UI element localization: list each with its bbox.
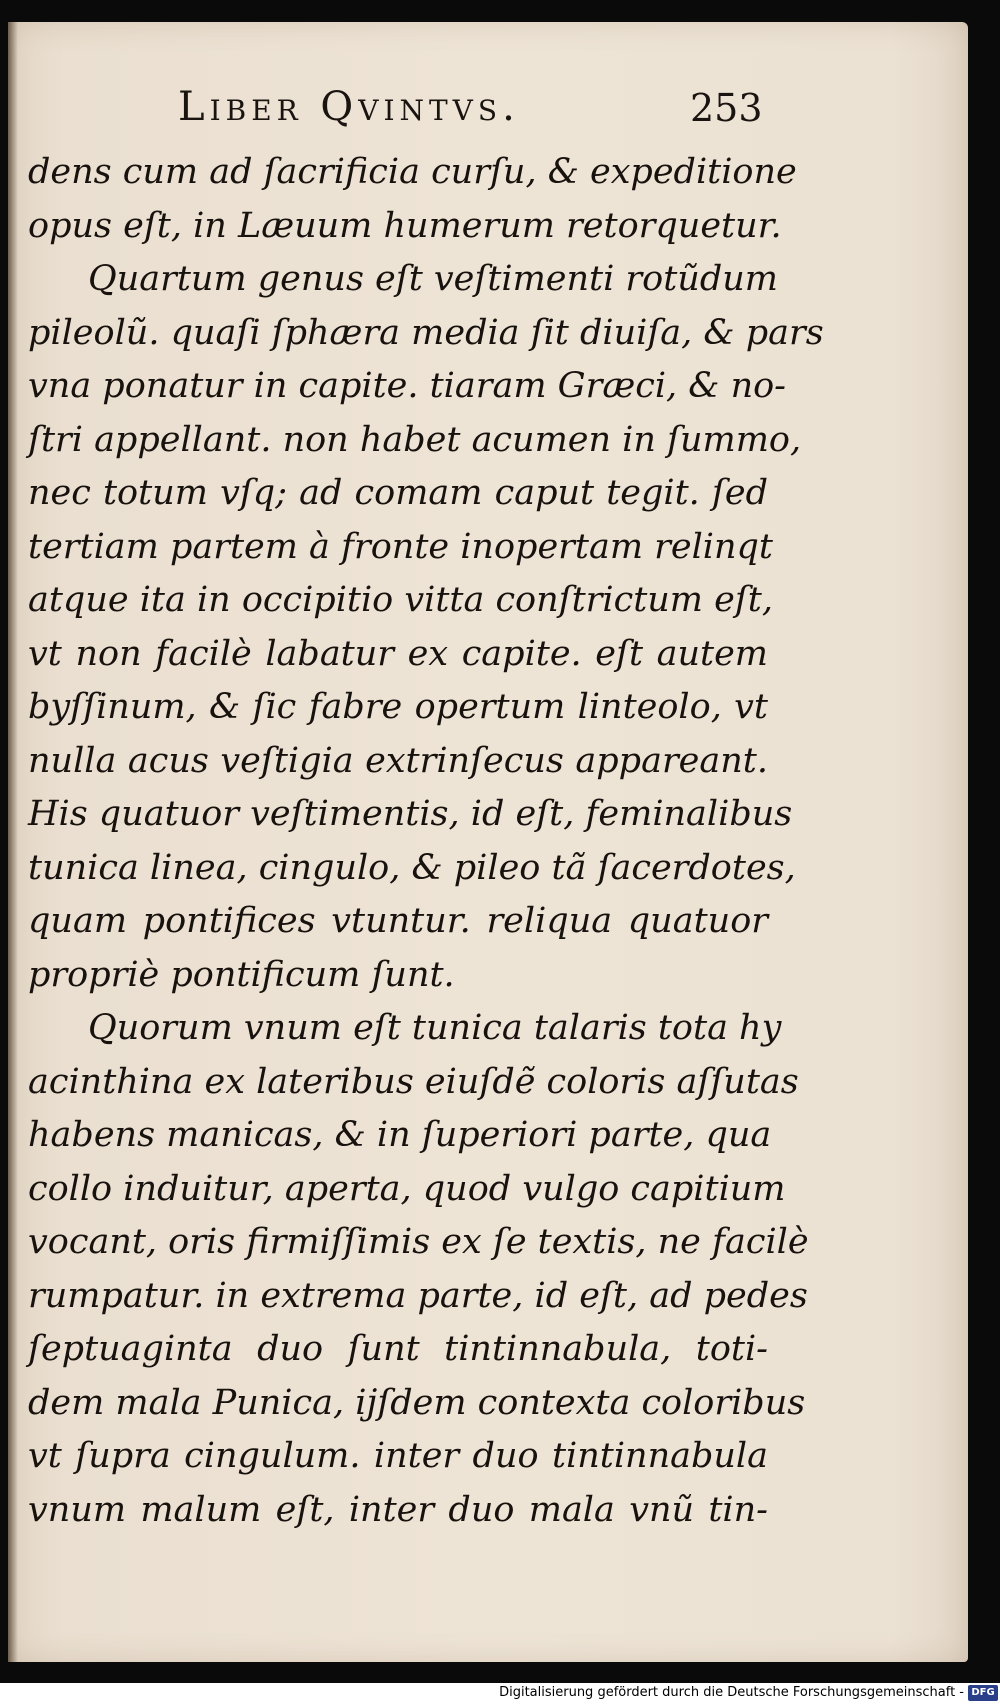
text-line: ſtri appellant. non habet acumen in ſummo, <box>28 419 802 460</box>
text-line: vnum malum eſt, inter duo mala vnũ tin- <box>28 1489 768 1530</box>
text-line: atque ita in occipitio vitta conſtrictum eſt, <box>28 580 773 620</box>
funding-credit: Digitalisierung gefördert durch die Deutsche Forschungsgemeinschaft - <box>499 1685 964 1700</box>
text-line: ſeptuaginta duo ſunt tintinnabula, toti- <box>28 1329 768 1369</box>
dfg-logo: DFG <box>968 1685 998 1701</box>
page-header <box>8 84 968 144</box>
text-line: rumpatur. in extrema parte, id eſt, ad pedes <box>28 1275 808 1316</box>
page-number: 253 <box>690 86 763 130</box>
text-line: Quartum genus eſt veſtimenti rotũdum <box>88 259 778 299</box>
text-line: tertiam partem à fronte inopertam relinqt <box>28 526 773 567</box>
text-line: dens cum ad ſacrificia curſu, & expeditione <box>28 152 797 192</box>
text-line: pileolũ. quaſi ſphæra media ſit diuiſa, & pars <box>28 312 824 353</box>
text-line: Quorum vnum eſt tunica talaris tota hy <box>88 1008 782 1048</box>
text-line: vt non facilè labatur ex capite. eſt autem <box>28 633 768 674</box>
running-head: Liber Qvintvs. <box>178 84 520 130</box>
page-gutter <box>8 22 18 1662</box>
text-line: nec totum vſq; ad comam caput tegit. ſed <box>28 473 768 513</box>
text-line: byſſinum, & ſic fabre opertum linteolo, vt <box>28 687 768 727</box>
text-line: vt ſupra cingulum. inter duo tintinnabula <box>28 1436 768 1476</box>
text-line: quam pontifices vtuntur. reliqua quatuor <box>28 901 768 941</box>
text-block <box>28 146 824 1537</box>
text-line: collo induitur, aperta, quod vulgo capitium <box>28 1168 786 1209</box>
text-line: vocant, oris firmiſſimis ex ſe textis, ne facilè <box>28 1222 809 1262</box>
text-line: acinthina ex lateribus eiuſdẽ coloris aſſutas <box>28 1061 799 1102</box>
text-line: nulla acus veſtigia extrinſecus appareant. <box>28 740 768 781</box>
text-line: habens manicas, & in ſuperiori parte, qua <box>28 1115 772 1155</box>
text-line: dem mala Punica, ijſdem contexta coloribus <box>28 1382 806 1423</box>
digitization-footer <box>0 1683 1000 1704</box>
text-line: vna ponatur in capite. tiaram Græci, & no- <box>28 366 787 406</box>
text-line: propriè pontificum ſunt. <box>28 954 455 995</box>
text-line: tunica linea, cingulo, & pileo tã ſacerdotes, <box>28 847 796 888</box>
text-line: His quatuor veſtimentis, id eſt, feminalibus <box>28 794 793 834</box>
book-page <box>8 22 968 1662</box>
text-line: opus eſt, in Læuum humerum retorquetur. <box>28 205 782 246</box>
